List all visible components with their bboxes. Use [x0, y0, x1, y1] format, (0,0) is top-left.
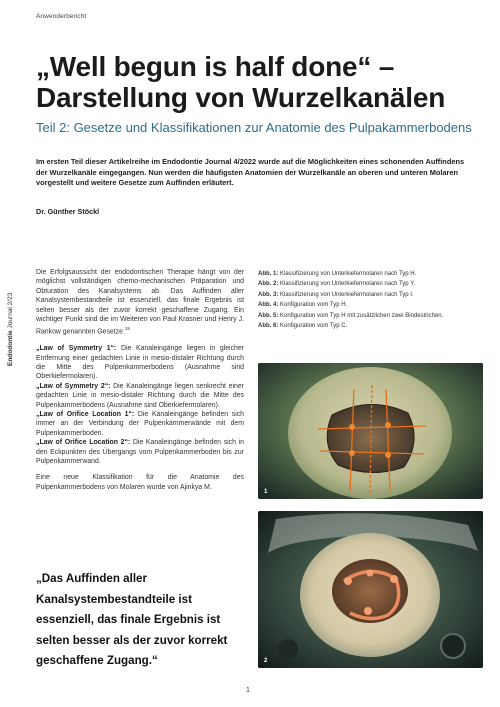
caption-text: Konfiguration vom Typ H mit zusätzlichen zwei Bindestrichen.: [278, 312, 444, 319]
body-paragraph: [36, 268, 244, 337]
law-text: Die Kanaleingänge liegen in gleicher Entfernung einer gedachten Linie in mesio-distaler Richtung durch die Mitte des Pulpenkammerbodens (Ausnahme sind Oberkiefermolaren).: [36, 345, 244, 381]
reference-mark: 15: [124, 326, 130, 332]
caption-item: [258, 311, 488, 321]
law-item: [36, 382, 244, 410]
caption-text: Klassifizierung von Unterkiefermolaren nach Typ I.: [278, 291, 414, 298]
law-item: [36, 438, 244, 466]
law-name: „Law of Orifice Location 2“:: [36, 439, 131, 447]
figure-1-image: [258, 363, 483, 499]
law-item: [36, 410, 244, 438]
caption-label: Abb. 2:: [258, 281, 279, 288]
caption-text: Konfiguration vom Typ H.: [278, 302, 348, 309]
caption-item: [258, 321, 488, 331]
caption-text: Klassifizierung von Unterkiefermolaren nach Typ H.: [278, 271, 417, 277]
caption-item: [258, 279, 488, 289]
caption-text: Konfiguration vom Typ C.: [278, 323, 348, 330]
article-subtitle: Teil 2: Gesetze und Klassifikationen zur Anatomie des Pulpakammerbodens: [36, 120, 472, 135]
caption-label: Abb. 4:: [258, 302, 279, 309]
caption-label: Abb. 1:: [258, 271, 279, 277]
law-text: Die Kanaleingänge befinden sich immer an der Verbindung der Pulpenkammerwände mit dem Pulpenkammerboden.: [36, 410, 245, 437]
journal-sidebar: [7, 293, 14, 366]
journal-issue: Journal 2/23: [7, 292, 14, 329]
body-paragraph: Eine neue Klassifikation für die Anatomie des Pulpenkammerbodens von Molaren wurde von Ajinkya M.: [36, 474, 244, 491]
law-name: „Law of Symmetry 2“:: [36, 382, 111, 390]
caption-item: [258, 300, 488, 310]
body-text: [36, 268, 244, 499]
law-text: Die Kanaleingänge liegen senkrecht einer gedachten Linie in mesio-distaler Richtung durch die Mitte des Pulpenkammerbodens (Ausnahme sind Oberkiefermolaren).: [36, 382, 244, 409]
page-number: 1: [246, 687, 250, 694]
figure-2-photo: [258, 511, 483, 668]
figure-2-image: [258, 511, 483, 668]
figure-2-number: 2: [264, 658, 268, 664]
caption-text: Klassifizierung von Unterkiefermolaren nach Typ Y.: [278, 281, 416, 288]
figure-1-number: 1: [264, 489, 268, 495]
figure-captions: [258, 269, 488, 331]
pull-quote: „Das Auffinden aller Kanalsystembestandteile ist essenziell, das finale Ergebnis ist selten besser als der zuvor korrekt geschaffene Zugang.“: [36, 572, 228, 667]
caption-label: Abb. 3:: [258, 291, 279, 298]
author: Dr. Günther Stöckl: [36, 207, 100, 216]
law-text: Die Kanaleingänge befinden sich in den Eckpunkten des Übergangs vom Pulpenkammerboden bis zur Pulpenkammerwand.: [36, 439, 244, 466]
caption-label: Abb. 5:: [258, 312, 279, 319]
caption-label: Abb. 6:: [258, 323, 279, 330]
article-lead: Im ersten Teil dieser Artikelreihe im Endodontie Journal 4/2022 wurde auf die Möglichkeiten eines schonenden Auffindens der Wurzelkanäle eingegangen. Nun werden die häufigsten Anatomien der Wurzelkanäle an oberen und unteren Molaren vorgestellt und weitere Gesetze zum Auffinden erläutert.: [36, 157, 465, 188]
caption-item: [258, 290, 488, 300]
figure-1-photo: [258, 363, 483, 499]
body-paragraph-text: Die Erfolgsaussicht der endodontischen Therapie hängt von der möglichst vollständigen chemo-mechanischen Präparation und Obturation des Kanalsystems ab. Das Auffinden aller Kanalsystembestandteile ist essenziell, das finale Ergebnis ist selten besser als der zuvor korrekt geschaffene Zugang. Ein wichtiger Punkt sind die im Weiteren von Paul Krasner und Henry J. Rankow genannten Gesetze.: [36, 269, 244, 336]
section-label: Anwenderbericht: [36, 13, 87, 20]
law-item: [36, 344, 244, 382]
law-name: „Law of Symmetry 1“:: [36, 345, 117, 353]
journal-name: Endodontie: [7, 330, 14, 366]
law-name: „Law of Orifice Location 1“:: [36, 410, 135, 418]
article-title: „Well begun is half done“ – Darstellung von Wurzelkanälen: [36, 51, 446, 113]
caption-item: [258, 269, 488, 279]
